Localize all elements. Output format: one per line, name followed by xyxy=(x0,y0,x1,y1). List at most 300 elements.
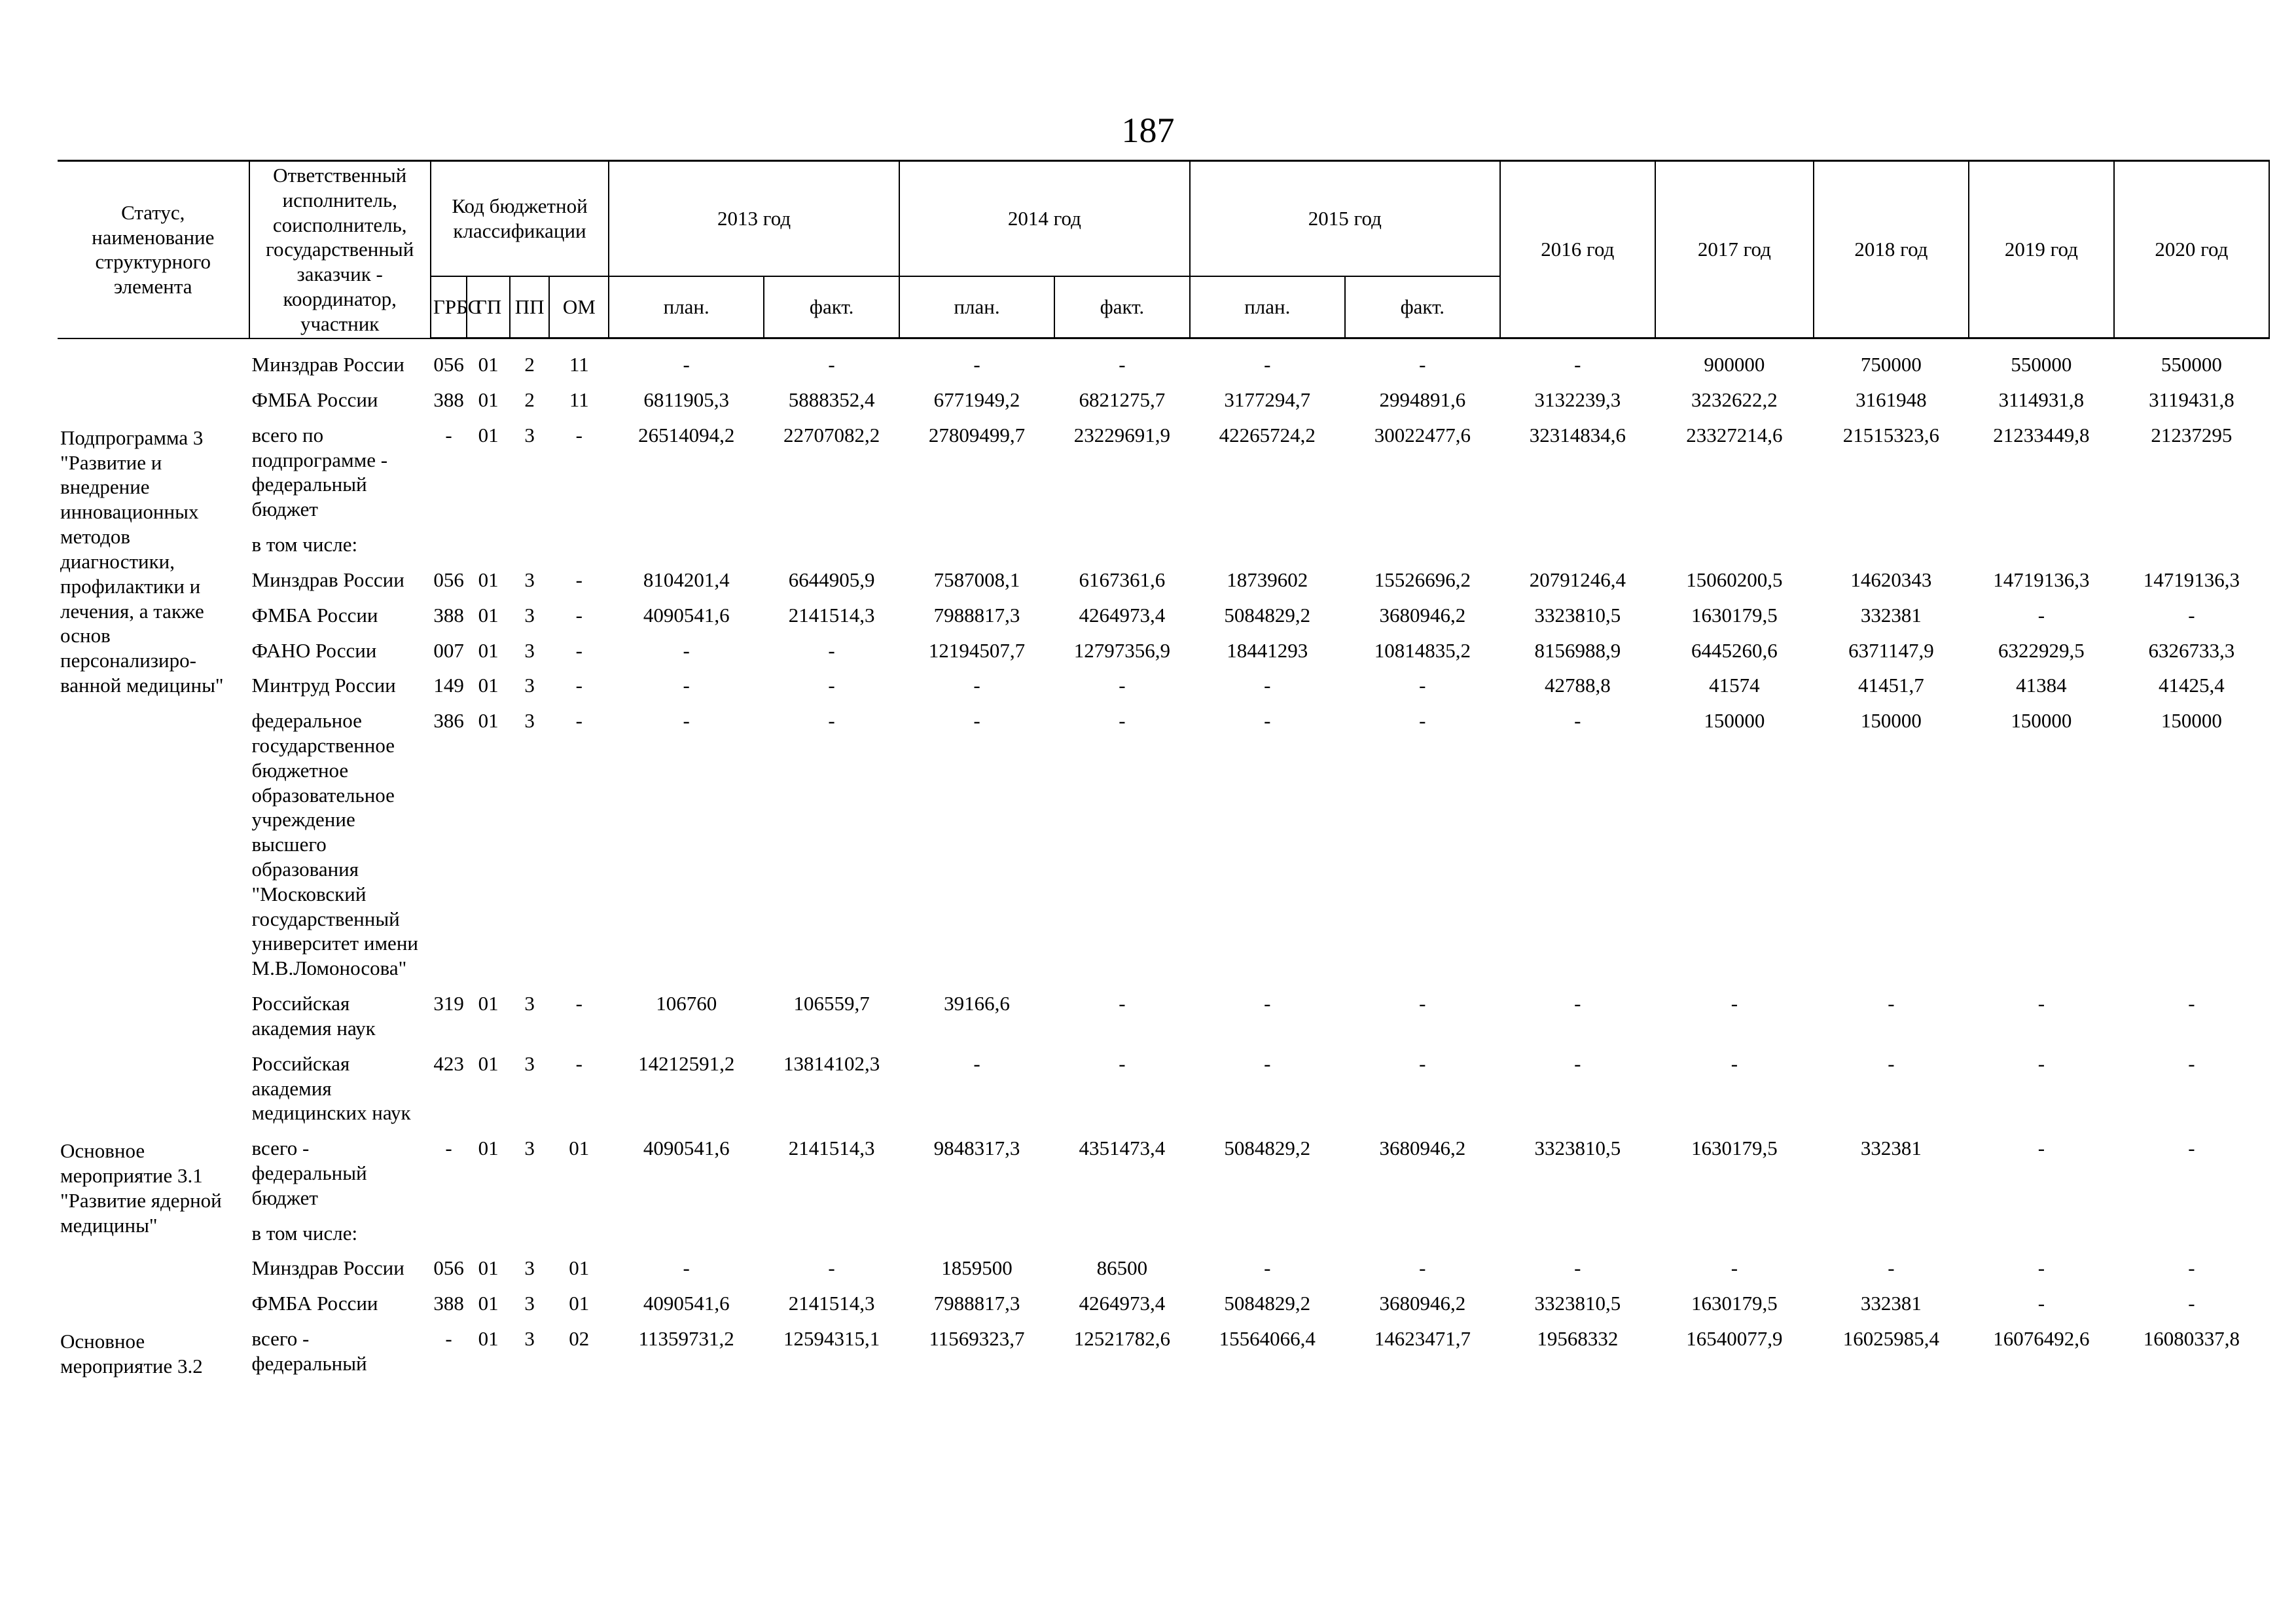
executor-cell: всего по подпрограмме - федеральный бюджет xyxy=(251,423,388,521)
executor-cell: ФМБА России xyxy=(251,388,378,411)
table-row xyxy=(58,527,2269,562)
value-cell: 3132239,3 xyxy=(1534,388,1621,411)
om-cell xyxy=(549,527,609,562)
value-cell: 3177294,7 xyxy=(1224,388,1311,411)
value-cell: 6771949,2 xyxy=(933,388,1020,411)
value-cell: 12194507,7 xyxy=(928,638,1026,662)
value-cell: - xyxy=(2188,1137,2195,1160)
gp-cell: 01 xyxy=(478,423,499,447)
grbs-cell: 388 xyxy=(433,388,464,411)
value-cell xyxy=(1655,527,1814,562)
executor-cell: федеральное государственное бюджетное образовательное учреждение высшего образования "Московский государственный университет имени М.В.Ломоносова" xyxy=(251,709,418,980)
page-number: 187 xyxy=(1121,111,1175,150)
value-cell: 3119431,8 xyxy=(2149,388,2234,411)
header-pp: ПП xyxy=(510,276,550,338)
value-cell: - xyxy=(828,674,835,697)
value-cell: 2141514,3 xyxy=(788,603,875,627)
value-cell: - xyxy=(2037,603,2045,627)
value-cell: 2141514,3 xyxy=(788,1292,875,1315)
status-cell: Основное мероприятие 3.2 xyxy=(60,1330,203,1377)
om-cell: 02 xyxy=(569,1327,590,1350)
value-cell: 41384 xyxy=(2016,674,2067,697)
value-cell xyxy=(1190,527,1345,562)
value-cell: 6644905,9 xyxy=(788,568,875,591)
value-cell: 14719136,3 xyxy=(2143,568,2240,591)
executor-cell: ФМБА России xyxy=(251,603,378,627)
value-cell: 18441293 xyxy=(1227,638,1308,662)
gp-cell xyxy=(467,1216,510,1251)
header-2016: 2016 год xyxy=(1500,161,1655,338)
value-cell: 13814102,3 xyxy=(783,1051,880,1075)
value-cell: 3680946,2 xyxy=(1379,1292,1466,1315)
value-cell xyxy=(899,1216,1054,1251)
value-cell: 12594315,1 xyxy=(783,1327,880,1350)
value-cell: - xyxy=(1574,1256,1581,1280)
value-cell xyxy=(1814,527,1969,562)
status-cell xyxy=(58,338,249,418)
value-cell: - xyxy=(1731,1051,1738,1075)
value-cell: - xyxy=(1419,353,1426,376)
value-cell: 150000 xyxy=(2161,709,2222,733)
pp-cell: 3 xyxy=(524,992,535,1015)
grbs-cell: 056 xyxy=(433,353,464,376)
value-cell: - xyxy=(1419,992,1426,1015)
header-executor: Ответственный исполнитель, соисполнитель, государственный заказчик - координатор, участник xyxy=(249,161,431,338)
value-cell: - xyxy=(2188,1292,2195,1315)
gp-cell: 01 xyxy=(478,1051,499,1075)
value-cell: - xyxy=(2188,603,2195,627)
value-cell: - xyxy=(1419,709,1426,733)
value-cell: 1630179,5 xyxy=(1691,1137,1778,1160)
value-cell: 6811905,3 xyxy=(643,388,729,411)
value-cell: - xyxy=(1119,1051,1126,1075)
gp-cell: 01 xyxy=(478,1137,499,1160)
budget-table xyxy=(58,160,2270,1384)
om-cell: - xyxy=(575,674,583,697)
value-cell xyxy=(1345,527,1500,562)
value-cell: 6821275,7 xyxy=(1079,388,1166,411)
value-cell: 14212591,2 xyxy=(638,1051,735,1075)
grbs-cell: 007 xyxy=(433,638,464,662)
value-cell: 332381 xyxy=(1860,603,1922,627)
gp-cell: 01 xyxy=(478,709,499,733)
value-cell: - xyxy=(1119,709,1126,733)
value-cell: 41425,4 xyxy=(2159,674,2225,697)
gp-cell: 01 xyxy=(478,638,499,662)
value-cell: 39166,6 xyxy=(944,992,1010,1015)
value-cell: 32314834,6 xyxy=(1529,423,1626,447)
table-header xyxy=(58,161,2269,338)
value-cell: 21515323,6 xyxy=(1842,423,1940,447)
pp-cell xyxy=(510,1216,550,1251)
value-cell: 23229691,9 xyxy=(1073,423,1171,447)
value-cell xyxy=(609,527,764,562)
value-cell: 11359731,2 xyxy=(638,1327,734,1350)
value-cell: - xyxy=(1119,992,1126,1015)
grbs-cell: 423 xyxy=(433,1051,464,1075)
value-cell: - xyxy=(2037,1256,2045,1280)
value-cell: 19568332 xyxy=(1537,1327,1619,1350)
value-cell: - xyxy=(2037,1051,2045,1075)
gp-cell: 01 xyxy=(478,388,499,411)
table-row xyxy=(58,338,2269,382)
gp-cell: 01 xyxy=(478,674,499,697)
value-cell: - xyxy=(1119,674,1126,697)
value-cell: 21237295 xyxy=(2151,423,2233,447)
value-cell: - xyxy=(1264,353,1271,376)
table-row xyxy=(58,1216,2269,1251)
header-2014: 2014 год xyxy=(899,161,1190,276)
value-cell xyxy=(1655,1216,1814,1251)
value-cell: 21233449,8 xyxy=(1993,423,2090,447)
value-cell xyxy=(1500,1216,1655,1251)
value-cell: 14623471,7 xyxy=(1374,1327,1471,1350)
header-2018: 2018 год xyxy=(1814,161,1969,338)
value-cell: - xyxy=(2188,992,2195,1015)
header-2015-fact: факт. xyxy=(1345,276,1500,338)
pp-cell: 3 xyxy=(524,1292,535,1315)
om-cell xyxy=(549,1216,609,1251)
value-cell: 550000 xyxy=(2161,353,2222,376)
om-cell: - xyxy=(575,638,583,662)
pp-cell: 3 xyxy=(524,1137,535,1160)
om-cell: 11 xyxy=(569,388,589,411)
value-cell: 2994891,6 xyxy=(1379,388,1466,411)
value-cell: - xyxy=(1888,992,1895,1015)
om-cell: - xyxy=(575,568,583,591)
value-cell: 7988817,3 xyxy=(933,603,1020,627)
value-cell: 8104201,4 xyxy=(643,568,730,591)
om-cell: - xyxy=(575,992,583,1015)
grbs-cell: 056 xyxy=(433,568,464,591)
value-cell: 12521782,6 xyxy=(1073,1327,1171,1350)
pp-cell: 2 xyxy=(524,353,535,376)
table-row xyxy=(58,1250,2269,1286)
value-cell: 22707082,2 xyxy=(783,423,880,447)
table-row xyxy=(58,598,2269,633)
value-cell: 6445260,6 xyxy=(1691,638,1778,662)
value-cell: 3680946,2 xyxy=(1379,1137,1466,1160)
value-cell xyxy=(1054,527,1190,562)
grbs-cell xyxy=(431,1216,467,1251)
om-cell: - xyxy=(575,1051,583,1075)
value-cell xyxy=(1190,1216,1345,1251)
value-cell: 16076492,6 xyxy=(1993,1327,2090,1350)
value-cell: 3680946,2 xyxy=(1379,603,1466,627)
value-cell: - xyxy=(828,638,835,662)
value-cell: - xyxy=(1419,1051,1426,1075)
gp-cell: 01 xyxy=(478,1327,499,1350)
table-row xyxy=(58,418,2269,527)
value-cell: 6326733,3 xyxy=(2148,638,2235,662)
value-cell: 14719136,3 xyxy=(1993,568,2090,591)
executor-cell: в том числе: xyxy=(251,1221,358,1245)
value-cell: 8156988,9 xyxy=(1534,638,1621,662)
value-cell: - xyxy=(1574,353,1581,376)
value-cell: 6167361,6 xyxy=(1079,568,1166,591)
table-row xyxy=(58,1046,2269,1131)
header-2020: 2020 год xyxy=(2114,161,2269,338)
value-cell: - xyxy=(683,674,690,697)
value-cell: - xyxy=(2037,992,2045,1015)
value-cell: 16540077,9 xyxy=(1686,1327,1783,1350)
table-row xyxy=(58,382,2269,418)
value-cell: 6371147,9 xyxy=(1848,638,1934,662)
value-cell: - xyxy=(683,353,690,376)
value-cell: 10814835,2 xyxy=(1374,638,1471,662)
value-cell: 1630179,5 xyxy=(1691,603,1778,627)
pp-cell: 3 xyxy=(524,1327,535,1350)
executor-cell: всего - федеральный бюджет xyxy=(251,1137,367,1209)
table-row xyxy=(58,1286,2269,1321)
value-cell: 332381 xyxy=(1860,1137,1922,1160)
executor-cell: Российская академия наук xyxy=(251,992,376,1040)
value-cell: 5084829,2 xyxy=(1224,1137,1311,1160)
grbs-cell: 388 xyxy=(433,1292,464,1315)
value-cell xyxy=(609,1216,764,1251)
value-cell: - xyxy=(1264,1051,1271,1075)
grbs-cell xyxy=(431,527,467,562)
grbs-cell: 319 xyxy=(433,992,464,1015)
header-2015-plan: план. xyxy=(1190,276,1345,338)
executor-cell: Российская академия медицинских наук xyxy=(251,1051,411,1125)
om-cell: 01 xyxy=(569,1292,590,1315)
om-cell: 01 xyxy=(569,1137,590,1160)
pp-cell xyxy=(510,527,550,562)
pp-cell: 3 xyxy=(524,423,535,447)
gp-cell: 01 xyxy=(478,1292,499,1315)
value-cell: 3323810,5 xyxy=(1534,603,1621,627)
value-cell: 41451,7 xyxy=(1858,674,1924,697)
value-cell: - xyxy=(1731,992,1738,1015)
header-2013-fact: факт. xyxy=(764,276,899,338)
value-cell: 106559,7 xyxy=(793,992,870,1015)
table-row xyxy=(58,562,2269,598)
value-cell: 15564066,4 xyxy=(1219,1327,1316,1350)
value-cell: 27809499,7 xyxy=(928,423,1026,447)
grbs-cell: 388 xyxy=(433,603,464,627)
value-cell: 1859500 xyxy=(941,1256,1013,1280)
header-2013-plan: план. xyxy=(609,276,764,338)
pp-cell: 3 xyxy=(524,568,535,591)
table-row xyxy=(58,633,2269,668)
value-cell: 6322929,5 xyxy=(1998,638,2085,662)
value-cell: 1630179,5 xyxy=(1691,1292,1778,1315)
pp-cell: 3 xyxy=(524,603,535,627)
value-cell: - xyxy=(1264,709,1271,733)
table-row xyxy=(58,703,2269,986)
table-row xyxy=(58,668,2269,703)
header-2019: 2019 год xyxy=(1969,161,2114,338)
header-status: Статус, наименование структурного элемента xyxy=(58,161,249,338)
om-cell: 01 xyxy=(569,1256,590,1280)
gp-cell: 01 xyxy=(478,603,499,627)
value-cell: 3114931,8 xyxy=(1998,388,2085,411)
value-cell: 150000 xyxy=(2011,709,2072,733)
value-cell: 16025985,4 xyxy=(1842,1327,1940,1350)
value-cell: - xyxy=(2037,1292,2045,1315)
value-cell: - xyxy=(683,638,690,662)
header-2014-fact: факт. xyxy=(1054,276,1190,338)
value-cell: 5084829,2 xyxy=(1224,603,1311,627)
value-cell xyxy=(1345,1216,1500,1251)
table-row xyxy=(58,1321,2269,1384)
value-cell: - xyxy=(1888,1051,1895,1075)
value-cell: 4090541,6 xyxy=(643,603,730,627)
value-cell: - xyxy=(683,709,690,733)
value-cell: 11569323,7 xyxy=(929,1327,1025,1350)
value-cell: - xyxy=(973,709,980,733)
value-cell: - xyxy=(1574,1051,1581,1075)
header-grbs: ГРБС xyxy=(431,276,467,338)
value-cell: 3161948 xyxy=(1856,388,1927,411)
value-cell xyxy=(1969,527,2114,562)
value-cell: 15060200,5 xyxy=(1686,568,1783,591)
pp-cell: 3 xyxy=(524,709,535,733)
value-cell: 3323810,5 xyxy=(1534,1292,1621,1315)
value-cell: - xyxy=(2188,1256,2195,1280)
value-cell xyxy=(1500,527,1655,562)
value-cell: - xyxy=(1264,1256,1271,1280)
grbs-cell: 386 xyxy=(433,709,464,733)
grbs-cell: 056 xyxy=(433,1256,464,1280)
value-cell: 41574 xyxy=(1709,674,1760,697)
value-cell: 15526696,2 xyxy=(1374,568,1471,591)
pp-cell: 3 xyxy=(524,1051,535,1075)
value-cell: 2141514,3 xyxy=(788,1137,875,1160)
value-cell: - xyxy=(1888,1256,1895,1280)
header-2015: 2015 год xyxy=(1190,161,1500,276)
value-cell: 26514094,2 xyxy=(638,423,735,447)
executor-cell: всего - федеральный xyxy=(251,1327,367,1375)
executor-cell: Минздрав России xyxy=(251,1256,404,1280)
value-cell: - xyxy=(1419,674,1426,697)
header-2017: 2017 год xyxy=(1655,161,1814,338)
value-cell: 4090541,6 xyxy=(643,1292,730,1315)
value-cell: 86500 xyxy=(1096,1256,1148,1280)
value-cell: - xyxy=(1264,674,1271,697)
executor-cell: Минздрав России xyxy=(251,352,404,376)
value-cell: 14620343 xyxy=(1850,568,1932,591)
om-cell: - xyxy=(575,603,583,627)
header-om: ОМ xyxy=(549,276,609,338)
header-budget-code: Код бюджетной классификации xyxy=(431,161,609,276)
om-cell: - xyxy=(575,709,583,733)
value-cell: - xyxy=(973,674,980,697)
executor-cell: Минздрав России xyxy=(251,568,404,591)
value-cell: - xyxy=(1119,353,1126,376)
status-cell: Подпрограмма 3 "Развитие и внедрение инновационных методов диагностики, профилактики и лечения, а также основ персонализиро-ванной медицины" xyxy=(60,426,224,697)
value-cell xyxy=(1814,1216,1969,1251)
value-cell xyxy=(764,527,899,562)
value-cell: 4090541,6 xyxy=(643,1137,730,1160)
value-cell: - xyxy=(973,353,980,376)
pp-cell: 3 xyxy=(524,674,535,697)
table-body xyxy=(58,338,2269,1384)
value-cell: - xyxy=(1731,1256,1738,1280)
value-cell: 150000 xyxy=(1704,709,1765,733)
value-cell: 23327214,6 xyxy=(1686,423,1783,447)
value-cell: 900000 xyxy=(1704,353,1765,376)
value-cell: 16080337,8 xyxy=(2143,1327,2240,1350)
om-cell: - xyxy=(575,423,583,447)
value-cell: 550000 xyxy=(2011,353,2072,376)
value-cell: - xyxy=(1419,1256,1426,1280)
value-cell: 3232622,2 xyxy=(1691,388,1778,411)
value-cell: 42788,8 xyxy=(1544,674,1611,697)
value-cell: 30022477,6 xyxy=(1374,423,1471,447)
value-cell: 332381 xyxy=(1860,1292,1922,1315)
header-2014-plan: план. xyxy=(899,276,1054,338)
value-cell: 42265724,2 xyxy=(1219,423,1316,447)
gp-cell: 01 xyxy=(478,568,499,591)
value-cell: - xyxy=(828,709,835,733)
value-cell: 4264973,4 xyxy=(1079,1292,1166,1315)
value-cell: - xyxy=(828,1256,835,1280)
gp-cell xyxy=(467,527,510,562)
value-cell xyxy=(2114,1216,2269,1251)
gp-cell: 01 xyxy=(478,1256,499,1280)
executor-cell: в том числе: xyxy=(251,533,358,556)
value-cell xyxy=(1969,1216,2114,1251)
value-cell: 9848317,3 xyxy=(933,1137,1020,1160)
value-cell: 3323810,5 xyxy=(1534,1137,1621,1160)
value-cell: 4351473,4 xyxy=(1079,1137,1166,1160)
value-cell: - xyxy=(1574,992,1581,1015)
value-cell: 5084829,2 xyxy=(1224,1292,1311,1315)
executor-cell: ФАНО России xyxy=(251,638,377,662)
gp-cell: 01 xyxy=(478,992,499,1015)
executor-cell: Минтруд России xyxy=(251,674,396,697)
grbs-cell: - xyxy=(445,1137,452,1160)
header-gp: ГП xyxy=(467,276,510,338)
value-cell: - xyxy=(2037,1137,2045,1160)
value-cell: 7988817,3 xyxy=(933,1292,1020,1315)
value-cell: 7587008,1 xyxy=(933,568,1020,591)
value-cell: - xyxy=(2188,1051,2195,1075)
value-cell xyxy=(899,527,1054,562)
header-2013: 2013 год xyxy=(609,161,899,276)
grbs-cell: - xyxy=(445,1327,452,1350)
executor-cell: ФМБА России xyxy=(251,1292,378,1315)
value-cell xyxy=(764,1216,899,1251)
value-cell: - xyxy=(1264,992,1271,1015)
table-row xyxy=(58,1131,2269,1215)
pp-cell: 3 xyxy=(524,1256,535,1280)
pp-cell: 3 xyxy=(524,638,535,662)
value-cell: 12797356,9 xyxy=(1073,638,1171,662)
value-cell: 18739602 xyxy=(1227,568,1308,591)
value-cell xyxy=(1054,1216,1190,1251)
value-cell: 750000 xyxy=(1860,353,1922,376)
grbs-cell: - xyxy=(445,423,452,447)
value-cell: - xyxy=(1574,709,1581,733)
value-cell: 20791246,4 xyxy=(1529,568,1626,591)
value-cell: 106760 xyxy=(656,992,717,1015)
table-row xyxy=(58,986,2269,1046)
gp-cell: 01 xyxy=(478,353,499,376)
value-cell: - xyxy=(683,1256,690,1280)
status-cell: Основное мероприятие 3.1 "Развитие ядерной медицины" xyxy=(60,1139,222,1237)
value-cell: 150000 xyxy=(1860,709,1922,733)
value-cell: 4264973,4 xyxy=(1079,603,1166,627)
pp-cell: 2 xyxy=(524,388,535,411)
value-cell: - xyxy=(973,1051,980,1075)
om-cell: 11 xyxy=(569,353,589,376)
grbs-cell: 149 xyxy=(433,674,464,697)
value-cell: - xyxy=(828,353,835,376)
value-cell xyxy=(2114,527,2269,562)
